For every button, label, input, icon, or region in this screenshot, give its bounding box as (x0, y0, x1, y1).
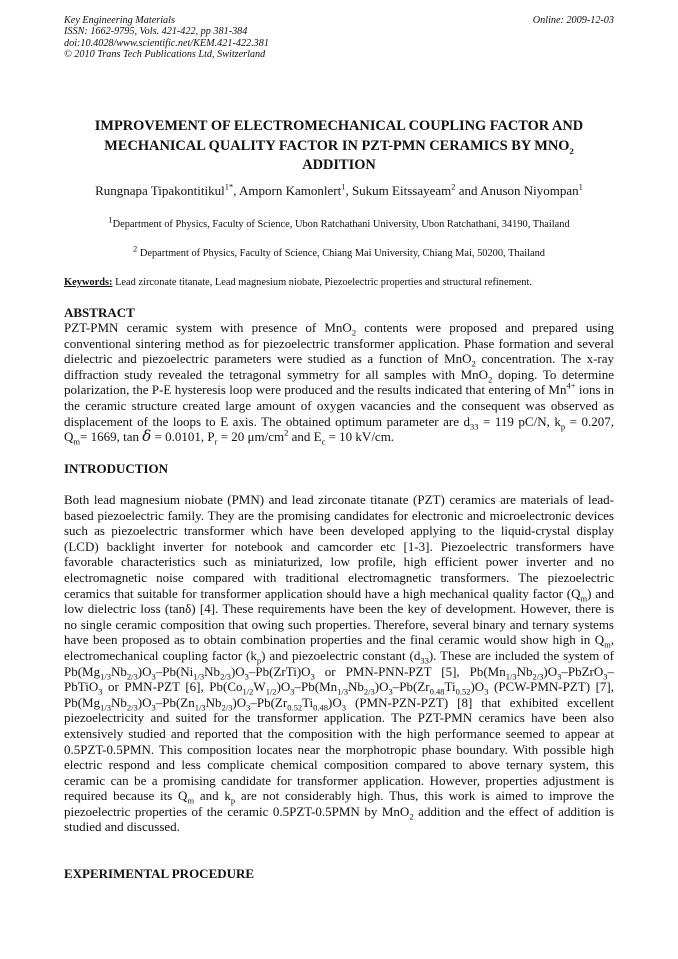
author: Sukum Eitssayeam (351, 183, 452, 198)
abstract-text: PZT-PMN ceramic system with presence of MnO$_2$ contents were proposed and prepared using conventional sintering method as for piezoelectric transformer application. Phase formation and several dielectric and piezoelectric parameters were studied as a function of MnO$_2$ concentration. The x-ray diffraction study revealed the tetragonal symmetry for all samples with MnO$_2$ doping. To determine polarization, the P-E hysteresis loop were produced and the results indicated that entering of $Mn^{4+}$ ions in the ceramic structure created large amount of oxygen vacancies and the consequent was observed as displacement of the loops to E axis. The obtained optimum parameter are $d_{33} = 119$ pC/N, $k_p = 0.207$, $Q_m= 1669$, tan δ = 0.0101, $P_r = 20$ $\mu m/cm^2$ and $E_c = 10$ kV/cm. (64, 320, 615, 447)
author: Anuson Niyompan (480, 183, 579, 198)
paper-title (56, 117, 622, 176)
author: Rungnapa Tipakontitikul (95, 183, 225, 198)
experimental-heading: EXPERIMENTAL PROCEDURE (64, 866, 255, 881)
doi-line[interactable]: doi:10.4028/www.scientific.net/KEM.421-422.381 (64, 37, 269, 49)
online-date: Online: 2009-12-03 (532, 15, 614, 26)
keywords-text: Lead zirconate titanate, Lead magnesium niobate, Piezoelectric properties and structural refinement. (112, 277, 532, 288)
journal-name: Key Engineering Materials (64, 15, 175, 26)
keywords (64, 276, 614, 289)
title-line-2: MECHANICAL QUALITY FACTOR IN PZT-PMN CERAMICS BY $MNO_2$ (104, 137, 574, 156)
introduction-text: Both lead magnesium niobate (PMN) and lead zirconate titanate (PZT) ceramics are materials of lead-based piezoelectric family. They are the promising candidates for electronic and microelectronic devices such as piezoelectric transformer which have been developed applying to the liquid-crystal display (LCD) backlight inverter for notebook and camcorder etc [1-3]. Piezoelectric transformers have favorable characteristics such as miniaturized, low profile, high efficient power inverter and no electromagnetic noise compared with traditional electromagnetic transformers. The piezoelectric ceramics that suitable for transformer application should have a high mechanical quality factor $(Q_m)$ and low dielectric loss (tanδ) [4]. These requirements have been the key of development. However, there is no single ceramic composition that owing such properties. Therefore, several binary and ternary systems have been proposed as to obtain combination properties and the final ceramic would show high in $Q_m$, electromechanical coupling factor $(k_p)$ and piezoelectric constant $(d_{33})$. These are included the system of $Pb(Mg_{1/3}Nb_{2/3})O_3-Pb(Ni_{1/3}Nb_{2/3})O_3-Pb(ZrTi)O_3$ or PMN-PNN-PZT [5], $Pb(Mn_{1/3}Nb_{2/3})O_3-PbZrO_3-PbTiO_3$ or PMN-PZT [6], $Pb(Co_{1/2}W_{1/2})O_3-Pb(Mn_{1/3}Nb_{2/3})O_3-Pb(Zr_{0.48}Ti_{0.52})O_3$ (PCW-PMN-PZT) [7], $Pb(Mg_{1/3}Nb_{2/3})O_3-Pb(Zn_{1/3}Nb_{2/3})O_3-Pb(Zr_{0.52}Ti_{0.48})O_3$ (PMN-PZN-PZT) [8] that exhibited excellent piezoelectricity and suited for the transformer application. The PZT-PMN ceramics have been also extensively studied and reported that the composition with the high performance seemed to appear at 0.5PZT-0.5PMN. This composition locates near the morphotropic phase boundary. With possible high electric respond and less complicate chemical composition compared to above ternary system, this ceramic can be a promising candidate for transformer application. However, properties adjustment is required because its $Q_m$ and $k_p$ are not considerably high. Thus, this work is aimed to improve the piezoelectric properties of the ceramic 0.5PZT-0.5PMN by MnO$_2$ addition and the effect of addition is studied and discussed. (64, 492, 615, 835)
affiliation-2: $^2$ Department of Physics, Faculty of Science, Chiang Mai University, Chiang Mai, 50200, Thailand (132, 243, 545, 259)
copyright-line: © 2010 Trans Tech Publications Ltd, Switzerland (64, 48, 266, 60)
title-line-1: IMPROVEMENT OF ELECTROMECHANICAL COUPLING FACTOR AND (94, 118, 584, 134)
author: Amporn Kamonlert (239, 183, 342, 198)
author-list: Rungnapa Tipakontitikul$^{1*}$, Amporn Kamonlert$^1$, Sukum Eitssayeam$^2$ and Anuson Niyompan$^1$ (95, 181, 583, 198)
journal-header (64, 15, 269, 60)
abstract-heading: ABSTRACT (64, 305, 135, 320)
delta-symbol: δ (142, 427, 152, 446)
issn-line: ISSN: 1662-9795, Vols. 421-422, pp 381-384 (64, 26, 248, 38)
introduction-heading: INTRODUCTION (64, 461, 169, 476)
affiliation-1: $^1$Department of Physics, Faculty of Science, Ubon Ratchathani University, Ubon Ratchathani, 34190, Thailand (108, 214, 570, 230)
keywords-label: Keywords: (64, 277, 113, 288)
title-line-3: ADDITION (302, 157, 376, 173)
